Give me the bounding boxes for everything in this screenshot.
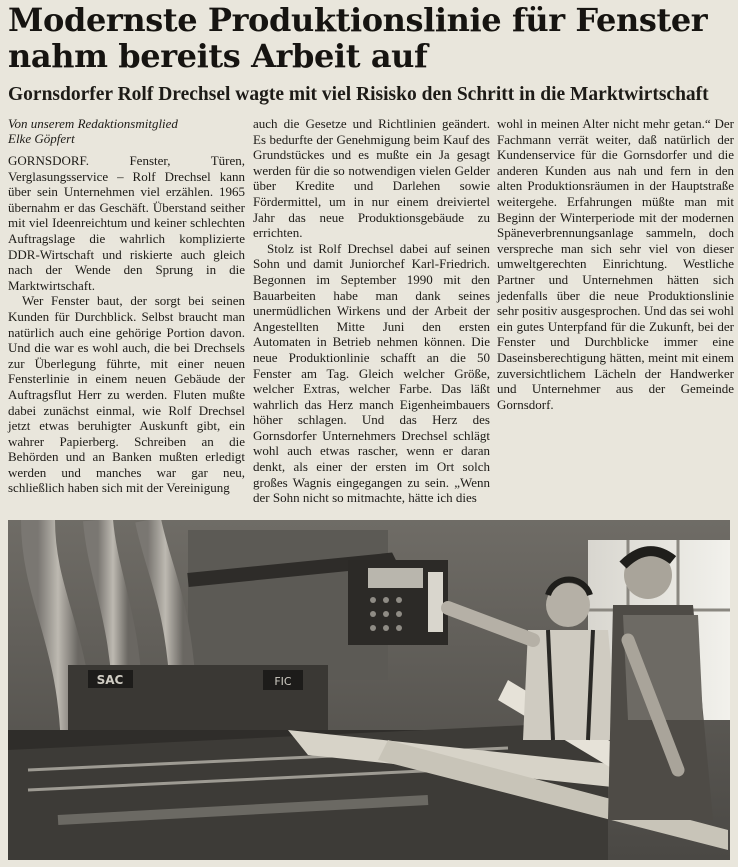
production-line-photo <box>8 520 730 860</box>
byline-role: Von unserem Redaktionsmitglied <box>8 116 178 131</box>
article-paragraph: auch die Gesetze und Richtlinien geändert. Es bedurfte der Genehmigung beim Kauf des Grundstückes und es mußte ein Ja gesagt werden für die so notwendigen vielen Gelder über Kredite und Darlehen sowie Fördermittel, um in nur einem dreiviertel Jahr das neue Produktionsgebäude zu errichten. <box>253 116 490 241</box>
photo-illustration <box>8 520 730 860</box>
article-paragraph: wohl in meinen Alter nicht mehr getan.“ Der Fachmann verrät weiter, daß natürlich der Kundenservice für die Gornsdorfer und die anderen Kunden aus nah und fern in den alten Produktionsräumen in der Hauptstraße weitergehe. Erfahrungen müßte man mit Beginn der Winterperiode mit der modernen Späneverbrennungsanlage sammeln, doch verspreche man sich sehr viel von dieser umweltgerechten Einrichtung. Westliche Partner und Unternehmen hätten sich jedenfalls über die neue Produktionslinie sehr positiv ausgesprochen. Und das sei wohl ein gutes Unterpfand für die Zukunft, bei der Fenster und Durchblicke immer eine Daseinsberechtigung hätten, meint mit einem zuversichtlichem Lächeln der Handwerker und Unternehmer aus der Gemeinde Gornsdorf. <box>497 116 734 412</box>
control-unit-label: FIC <box>274 675 292 688</box>
subheadline: Gornsdorfer Rolf Drechsel wagte mit viel Risisko den Schritt in die Marktwirtschaft <box>8 84 709 105</box>
machine-brand-label: SAC <box>96 673 124 687</box>
article-paragraph: Wer Fenster baut, der sorgt bei seinen Kunden für Durchblick. Selbst braucht man natürlich auch eine gehörige Portion davon. Und die war es wohl auch, die bei Drechsels zur Überlegung führte, mit einer neuen Fensterlinie in einem neuen Gebäude der Auftragsflut Herr zu werden. Fluten mußte dabei zunächst einmal, wie Rolf Drechsel jetzt etwas beruhigter Auskunft gibt, ein wahrer Papierberg. Schreiben an die Behörden und an Banken mußten erledigt werden und manches war gar neu, schließlich haben sich mit der Vereinigung <box>8 293 245 496</box>
article-paragraph: GORNSDORF. Fenster, Türen, Verglasungsservice – Rolf Drechsel kann über sein Unternehmen viel erzählen. 1965 übernahm er das Geschäft. Überstand seither mit viel Ideenreichtum und keiner schlechten Auftragslage die wahrlich komplizierte DDR-Wirtschaft und riskierte auch gleich nach der Wende den Sprung in die Marktwirtschaft. <box>8 153 245 293</box>
headline: Modernste Produktionslinie für Fenster nahm bereits Arbeit auf <box>8 1 708 75</box>
article-column-3 <box>497 116 734 412</box>
byline-author: Elke Göpfert <box>8 131 75 146</box>
article-column-2 <box>253 116 490 506</box>
byline <box>8 116 248 146</box>
article-column-1 <box>8 153 245 496</box>
article-paragraph: Stolz ist Rolf Drechsel dabei auf seinen Sohn und damit Juniorchef Karl-Friedrich. Begonnen im September 1990 mit den Bauarbeiten habe man dank seines unermüdlichen Wirkens und der Arbeit der Angestellten Mitte Juni den ersten Automaten in Betrieb nehmen können. Die neue Produktionlinie schafft an die 50 Fenster am Tag. Gleich welcher Größe, welcher Extras, welcher Farbe. Das läßt wahrlich das Herz manch Eigenheimbauers höher schlagen. Und das Herz des Gornsdorfer Unternehmers Drechsel schlägt wohl auch etwas rascher, wenn er daran denkt, als einer der ersten im Ort solch großes Wagnis eingegangen zu sein. „Wenn der Sohn nicht so mitmachte, hätte ich dies <box>253 240 490 506</box>
